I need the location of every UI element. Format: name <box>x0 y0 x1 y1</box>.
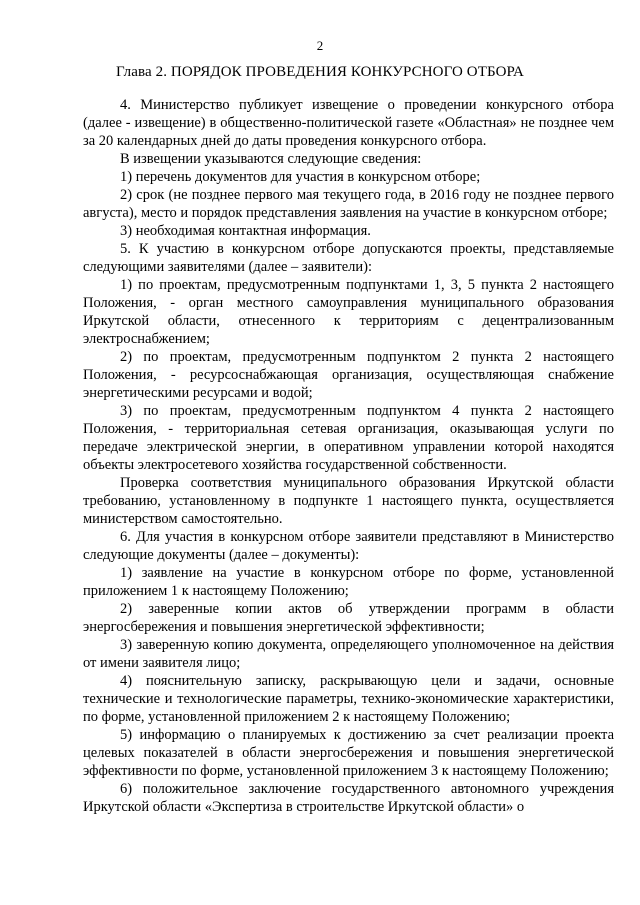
paragraph-document-item-4: 4) пояснительную записку, раскрывающую цели и задачи, основные технические и технологические параметры, технико-экономические характеристики, по форме, установленной приложением 2 к настоящему Положению; <box>83 673 614 725</box>
paragraph-document-item-2: 2) заверенные копии актов об утверждении программ в области энергосбережения и повышения энергетической эффективности; <box>83 601 614 635</box>
chapter-title: Глава 2. ПОРЯДОК ПРОВЕДЕНИЯ КОНКУРСНОГО ОТБОРА <box>116 64 524 80</box>
paragraph-verification: Проверка соответствия муниципального образования Иркутской области требованию, установленному в подпункте 1 настоящего пункта, осуществляется министерством самостоятельно. <box>83 475 614 527</box>
paragraph-document-item-1: 1) заявление на участие в конкурсном отборе по форме, установленной приложением 1 к настоящему Положению; <box>83 565 614 599</box>
paragraph-document-item-5: 5) информацию о планируемых к достижению за счет реализации проекта целевых показателей в области энергосбережения и повышения энергетической эффективности по форме, установленной приложением 3 к настоящему Положению; <box>83 727 614 779</box>
paragraph-applicant-item-1: 1) по проектам, предусмотренным подпунктами 1, 3, 5 пункта 2 настоящего Положения, - орган местного самоуправления муниципального образования Иркутской области, отнесенного к территориям с децентрализованным электроснабжением; <box>83 277 614 347</box>
paragraph-6-documents: 6. Для участия в конкурсном отборе заявители представляют в Министерство следующие документы (далее – документы): <box>83 529 614 563</box>
paragraph-5-applicants: 5. К участию в конкурсном отборе допускаются проекты, представляемые следующими заявителями (далее – заявители): <box>83 241 614 275</box>
paragraph-document-item-3: 3) заверенную копию документа, определяющего уполномоченное на действия от имени заявителя лицо; <box>83 637 614 671</box>
paragraph-notice-item-3: 3) необходимая контактная информация. <box>120 223 371 239</box>
paragraph-notice-item-2: 2) срок (не позднее первого мая текущего года, в 2016 году не позднее первого августа), место и порядок представления заявления на участие в конкурсном отборе; <box>83 187 614 221</box>
document-body <box>83 96 614 816</box>
page-number: 2 <box>316 38 324 53</box>
paragraph-applicant-item-3: 3) по проектам, предусмотренным подпунктом 4 пункта 2 настоящего Положения, - территориальная сетевая организация, оказывающая услуги по передаче электрической энергии, в оперативном управлении которой находятся объекты электросетевого хозяйства государственной собственности. <box>83 403 614 473</box>
paragraph-applicant-item-2: 2) по проектам, предусмотренным подпунктом 2 пункта 2 настоящего Положения, - ресурсоснабжающая организация, осуществляющая снабжение энергетическими ресурсами и водой; <box>83 349 614 401</box>
paragraph-notice-item-1: 1) перечень документов для участия в конкурсном отборе; <box>120 169 481 185</box>
paragraph-document-item-6: 6) положительное заключение государственного автономного учреждения Иркутской области «Экспертиза в строительстве Иркутской области» о <box>83 781 614 815</box>
paragraph-4-publication: 4. Министерство публикует извещение о проведении конкурсного отбора (далее - извещение) в общественно-политической газете «Областная» не позднее чем за 20 календарных дней до даты проведения конкурсного отбора. <box>83 97 614 149</box>
paragraph-notice-intro: В извещении указываются следующие сведения: <box>120 151 422 167</box>
